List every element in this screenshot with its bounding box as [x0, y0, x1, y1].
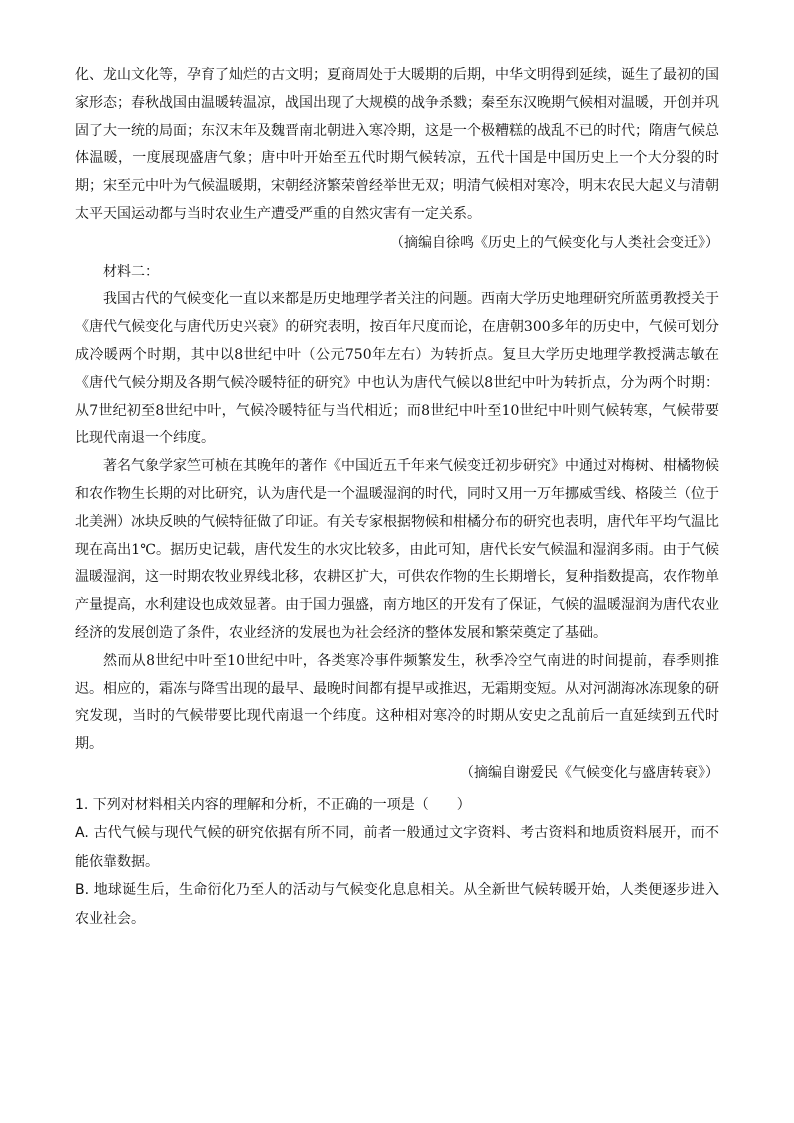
question-1-option-b: B. 地球诞生后，生命衍化乃至人的活动与气候变化息息相关。从全新世气候转暖开始，人类便逐步进入农业社会。 — [75, 882, 719, 927]
material2-paragraph-3: 然而从8世纪中叶至10世纪中叶，各类寒冷事件频繁发生，秋季冷空气南进的时间提前，春季则推迟。相应的，霜冻与降雪出现的最早、最晚时间都有提早或推迟，无霜期变短。从对河湖海冰冻现象的研究发现，当时的气候带要比现代南退一个纬度。这种相对寒冷的时期从安史之乱前后一直延续到五代时期。 — [75, 652, 719, 753]
document-page — [75, 62, 719, 933]
material2-label: 材料二： — [103, 263, 159, 280]
material2-paragraph-2: 著名气象学家竺可桢在其晚年的著作《中国近五千年来气候变迁初步研究》中通过对梅树、柑橘物候和农作物生长期的对比研究，认为唐代是一个温暖湿润的时代，同时又用一万年挪威雪线、格陵兰（位于北美洲）冰块反映的气候特征做了印证。有关专家根据物候和柑橘分布的研究也表明，唐代年平均气温比现在高出1℃。据历史记载，唐代发生的水灾比较多，由此可知，唐代长安气候温和湿润多雨。由于气候温暖湿润，这一时期农牧业界线北移，农耕区扩大，可供农作物的生长期增长，复种指数提高，农作物单产量提高，水利建设也成效显著。由于国力强盛，南方地区的开发有了保证，气候的温暖湿润为唐代农业经济的发展创造了条件，农业经济的发展也为社会经济的整体发展和繁荣奠定了基础。 — [75, 458, 719, 641]
material2-source: （摘编自谢爱民《气候变化与盛唐转衰》） — [460, 764, 719, 781]
question-1 — [75, 791, 719, 934]
material2-paragraph-1: 我国古代的气候变化一直以来都是历史地理学者关注的问题。西南大学历史地理研究所蓝勇教授关于《唐代气候变化与唐代历史兴衰》的研究表明，按百年尺度而论，在唐朝300多年的历史中，气候可划分成冷暖两个时期，其中以8世纪中叶（公元750年左右）为转折点。复旦大学历史地理学教授满志敏在《唐代气候分期及各期气候冷暖特征的研究》中也认为唐代气候以8世纪中叶为转折点，分为两个时期：从7世纪初至8世纪中叶，气候冷暖特征与当代相近；而8世纪中叶至10世纪中叶则气候转寒，气候带要比现代南退一个纬度。 — [75, 291, 719, 447]
material1-source: （摘编自徐鸣《历史上的气候变化与人类社会变迁》） — [390, 234, 719, 251]
material1-continuation: 化、龙山文化等，孕育了灿烂的古文明；夏商周处于大暖期的后期，中华文明得到延续，诞生了最初的国家形态；春秋战国由温暖转温凉，战国出现了大规模的战争杀戮；秦至东汉晚期气候相对温暖，开创并巩固了大一统的局面；东汉末年及魏晋南北朝进入寒冷期，这是一个极糟糕的战乱不已的时代；隋唐气候总体温暖，一度展现盛唐气象；唐中叶开始至五代时期气候转凉，五代十国是中国历史上一个大分裂的时期；宋至元中叶为气候温暖期，宋朝经济繁荣曾经举世无双；明清气候相对寒冷，明末农民大起义与清朝太平天国运动都与当时农业生产遭受严重的自然灾害有一定关系。 — [75, 67, 719, 222]
question-1-option-a: A. 古代气候与现代气候的研究依据有所不同，前者一般通过文字资料、考古资料和地质资料展开，而不能依靠数据。 — [75, 825, 719, 870]
question-1-stem: 1. 下列对材料相关内容的理解和分析，不正确的一项是（ ） — [75, 796, 471, 813]
